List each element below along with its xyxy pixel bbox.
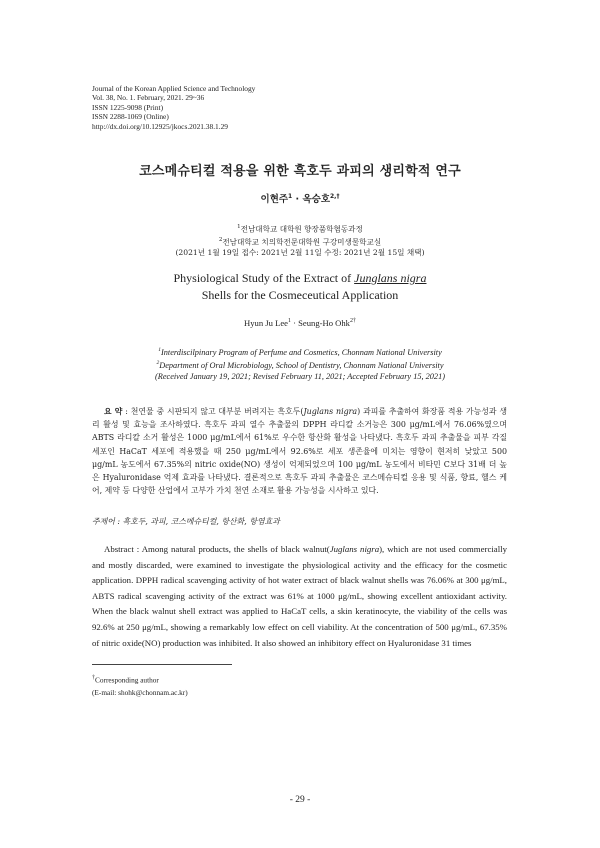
english-abstract-species: Juglans nigra <box>329 544 380 554</box>
korean-abstract-text-2: ) 과피를 추출하여 화장품 적용 가능성과 생리 활성 및 효능을 조사하였다. 흑호두 과피 열수 추출물의 DPPH 라디칼 소거능은 300 μg/mL에서 76.06%였으며 ABTS 라디칼 소거 활성은 1000 μg/mL에서 61%로 우수한 항산화 활성을 나타냈다. 흑호두 과피 추출물을 피부 각질 세포인 HaCaT 세포에 적용했을 때 250 μg/mL에서 92.6%로 세포 생존율에 미치는 영향이 현저히 낮았고 500 μg/mL 농도에서 67.35%의 nitric oxide(NO) 생성이 억제되었으며 100 μg/mL 농도에서 비타민 C보다 31배 더 높은 Hyaluronidase 억제 효과를 나타냈다. 결론적으로 흑호두 과피 추출물은 코스메슈티컬 응용 및 식품, 향료, 헬스 케어, 제약 등 다양한 산업에서 고부가 가치 천연 소재로 활용 가능성을 시사하고 있다. <box>92 407 507 496</box>
korean-title: 코스메슈티컬 적용을 위한 흑호두 과피의 생리학적 연구 <box>139 164 461 179</box>
korean-abstract-label: 요 약 <box>104 407 123 416</box>
english-title-line-2: Shells for the Cosmeceutical Application <box>201 288 399 302</box>
english-abstract-text-1: Among natural products, the shells of black walnut( <box>141 544 330 554</box>
korean-abstract <box>92 405 507 497</box>
english-abstract <box>92 542 507 651</box>
english-title <box>0 270 600 304</box>
korean-affiliation-2-text: 전남대학교 치의학전문대학원 구강미생물학교실 <box>222 237 382 247</box>
korean-affiliation-1-text: 전남대학교 대학원 향장품학협동과정 <box>240 224 363 234</box>
korean-affiliation-1 <box>0 222 600 235</box>
korean-author-2-sup: 2,† <box>330 192 340 200</box>
english-affiliations <box>0 345 600 382</box>
korean-keywords: 주제어 : 흑호두, 과피, 코스메슈티컬, 항산화, 항염효과 <box>92 517 280 526</box>
author-separator: · <box>292 194 303 205</box>
english-author-1: Hyun Ju Lee <box>244 318 288 328</box>
korean-authors <box>0 191 600 205</box>
author-separator: · <box>290 318 299 328</box>
english-abstract-colon: : <box>133 544 142 554</box>
corresponding-author <box>92 672 188 686</box>
journal-name: Journal of the Korean Applied Science and Technology <box>92 84 256 93</box>
korean-dates: (2021년 1월 19일 접수: 2021년 2월 11일 수정: 2021년 2월 15일 채택) <box>175 248 425 258</box>
english-authors <box>0 318 600 328</box>
corresponding-author-label: Corresponding author <box>95 675 159 685</box>
journal-volume: Vol. 38, No. 1. February, 2021. 29~36 <box>92 93 205 103</box>
korean-abstract-colon: : <box>122 407 131 416</box>
korean-author-1-sup: 1 <box>288 192 293 200</box>
footnote <box>92 672 188 699</box>
korean-affiliation-2-sup: 2 <box>218 236 223 243</box>
issn-print: ISSN 1225-9098 (Print) <box>92 102 164 112</box>
dagger-mark: † <box>92 675 95 681</box>
english-affiliation-1 <box>0 345 600 358</box>
english-title-species: Junglans nigra <box>354 271 427 285</box>
english-author-2: Seung-Ho Ohk <box>298 318 350 328</box>
english-title-line-1 <box>0 270 600 287</box>
korean-author-1: 이현주 <box>260 194 289 205</box>
corresponding-email: (E-mail: shohk@chonnam.ac.kr) <box>92 688 188 698</box>
english-author-2-sup: 2† <box>349 318 356 325</box>
english-dates: (Received January 19, 2021; Revised February 11, 2021; Accepted February 15, 2021) <box>155 371 445 381</box>
journal-header <box>92 84 255 131</box>
english-title-text: Physiological Study of the Extract of <box>173 271 355 285</box>
korean-affiliation-1-sup: 1 <box>237 224 241 230</box>
korean-author-2: 옥승호 <box>302 194 330 205</box>
english-affiliation-2 <box>0 358 600 371</box>
english-affiliation-1-text: Interdiscilpinary Program of Perfume and Cosmetics, Chonnam National University <box>160 347 442 357</box>
footnote-divider <box>92 664 232 665</box>
english-author-1-sup: 1 <box>287 318 291 325</box>
korean-affiliations <box>0 222 600 258</box>
english-abstract-label: Abstract <box>104 544 134 554</box>
korean-abstract-text-1: 천연물 중 시판되지 않고 대부분 버려지는 흑호두( <box>130 407 304 416</box>
page-number: - 29 - <box>289 795 311 805</box>
korean-abstract-species: Juglans nigra <box>303 407 358 416</box>
english-affiliation-2-text: Department of Oral Microbiology, School of Dentistry, Chonnam National University <box>159 360 444 370</box>
english-affiliation-2-sup: 2 <box>156 359 160 366</box>
english-abstract-text-2: ), which are not used commercially and mostly discarded, were examined to investigate the physiological activity and the efficacy for the cosmetic application. DPPH radical scavenging activity of hot water extract of black walnut shells was 76.06% at 300 μg/mL, ABTS radical scavenging activity of the extract was 61% at 1000 μg/mL, showing excellent antioxidant activity. When the black walnut shell extract was applied to HaCaT cells, a skin keratinocyte, the viability of the cells was 92.6% at 250 μg/mL, showing a remarkably low effect on cell viability. At the concentration of 500 μg/mL, 67.35% of nitric oxide(NO) production was inhibited. It also showed an inhibitory effect on Hyaluronidase 31 times <box>92 544 507 648</box>
korean-affiliation-2 <box>0 235 600 248</box>
doi-link[interactable]: http://dx.doi.org/10.12925/jkocs.2021.38.1.29 <box>92 121 228 131</box>
english-affiliation-1-sup: 1 <box>158 347 161 353</box>
issn-online: ISSN 2288-1069 (Online) <box>92 112 169 122</box>
